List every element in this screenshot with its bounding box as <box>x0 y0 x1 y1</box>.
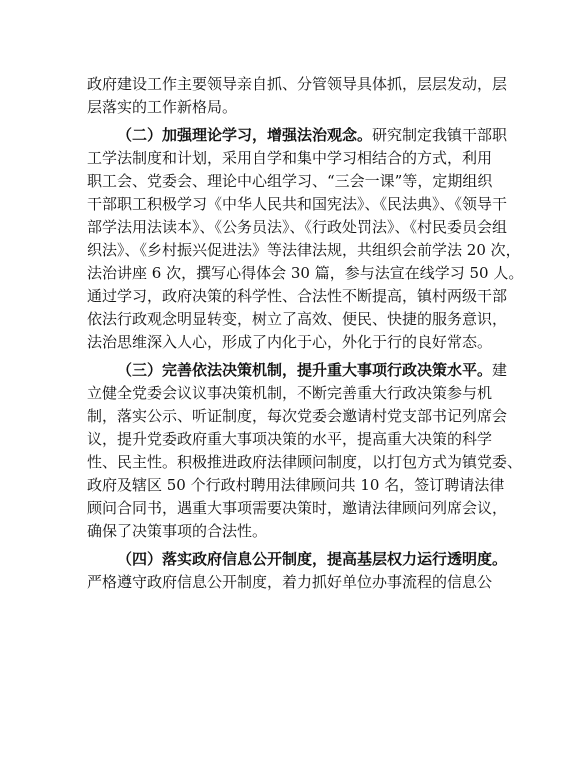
paragraph-4 <box>87 548 512 594</box>
text-line: 依法行政观念明显转变，树立了高效、便民、快捷的服务意识， <box>87 310 508 328</box>
section-heading: （二）加强理论学习，增强法治观念。 <box>117 126 373 144</box>
text-line: 工学法制度和计划，采用自学和集中学习相结合的方式，利用 <box>87 149 493 167</box>
text-line: 职工会、党委会、理论中心组学习、“三会一课”等，定期组织 <box>87 172 493 190</box>
text-line <box>87 124 512 147</box>
text-line: 部学法用法读本》、《公务员法》、《行政处罚法》、《村民委员会组 <box>87 218 508 236</box>
text-line: 性、民主性。积极推进政府法律顾问制度，以打包方式为镇党委、 <box>87 453 523 471</box>
text-line: 层落实的工作新格局。 <box>87 98 238 116</box>
paragraph-2 <box>87 124 524 354</box>
text-line: 顾问合同书，遇重大事项需要决策时，邀请法律顾问列席会议， <box>87 499 508 517</box>
text-line: 通过学习，政府决策的科学性、合法性不断提高，镇村两级干部 <box>87 287 508 305</box>
section-heading: （四）落实政府信息公开制度，提高基层权力运行透明度。 <box>117 550 508 568</box>
paragraph-1 <box>87 73 512 119</box>
paragraph-3 <box>87 359 523 543</box>
text-fragment: 建 <box>492 361 508 379</box>
text-line: 织法》、《乡村振兴促进法》等法律法规，共组织会前学法 20 次， <box>87 241 521 259</box>
text-line: 议，提升党委政府重大事项决策的水平，提高重大决策的科学 <box>87 430 493 448</box>
text-line: 政府建设工作主要领导亲自抓、分管领导具体抓，层层发动，层 <box>87 75 508 93</box>
text-line: 干部职工积极学习《中华人民共和国宪法》、《民法典》、《领导干 <box>87 195 508 213</box>
text-line <box>87 359 512 382</box>
text-fragment: 研究制定我镇干部职 <box>372 126 508 144</box>
text-line: 法治思维深入人心，形成了内化于心，外化于行的良好常态。 <box>87 333 493 351</box>
text-line: 政府及辖区 50 个行政村聘用法律顾问共 10 名，签订聘请法律 <box>87 476 505 494</box>
document-body <box>87 73 524 594</box>
text-line: 确保了决策事项的合法性。 <box>87 522 268 540</box>
text-line: 立健全党委会议议事决策机制，不断完善重大行政决策参与机 <box>87 384 493 402</box>
text-line <box>87 548 512 571</box>
text-line: 法治讲座 6 次，撰写心得体会 30 篇，参与法宣在线学习 50 人。 <box>87 264 524 282</box>
section-heading: （三）完善依法决策机制，提升重大事项行政决策水平。 <box>117 361 493 379</box>
text-line: 严格遵守政府信息公开制度，着力抓好单位办事流程的信息公 <box>87 573 493 591</box>
text-line: 制，落实公示、听证制度，每次党委会邀请村党支部书记列席会 <box>87 407 508 425</box>
